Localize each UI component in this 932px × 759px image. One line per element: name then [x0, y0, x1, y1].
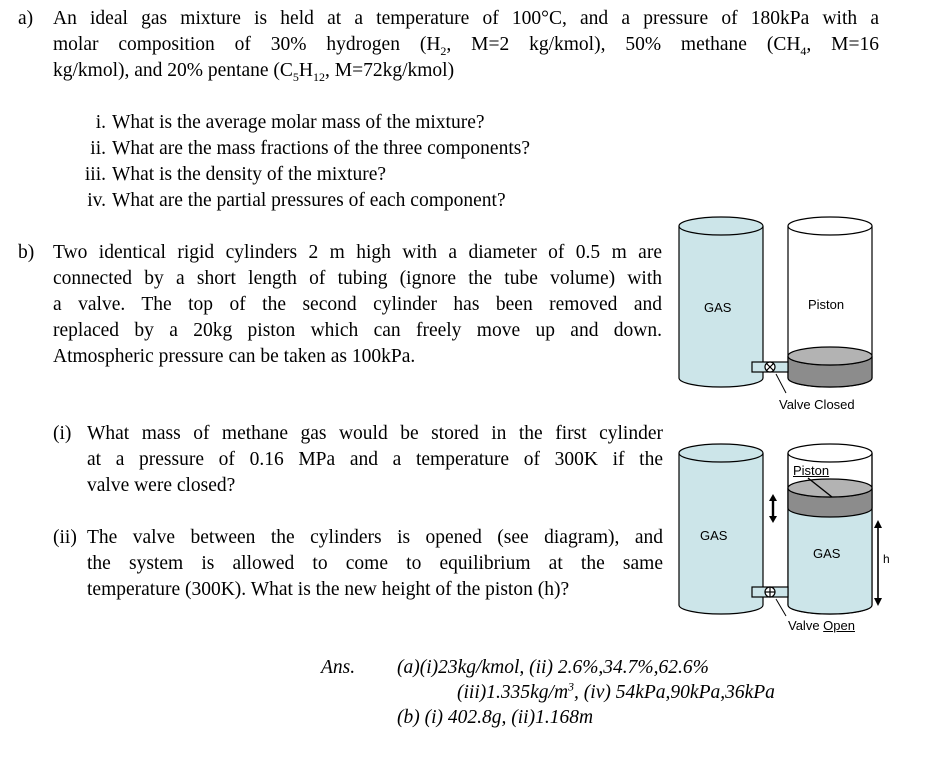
part-a-line-1: An ideal gas mixture is held at a temperature of 100°C, and a pressure of 180kPa with a: [53, 8, 879, 29]
piston-motion-arrow-icon: [769, 494, 777, 523]
bottom-piston-face: [788, 479, 872, 497]
part-b-q1-label: (i): [53, 423, 72, 444]
part-b-q2-line-1: The valve between the cylinders is opened (see diagram), and: [87, 527, 663, 548]
part-b-q2-line-3: temperature (300K). What is the new height of the piston (h)?: [87, 579, 570, 600]
question-text: What are the mass fractions of the three components?: [112, 138, 531, 159]
part-b-line-1: Two identical rigid cylinders 2 m high with a diameter of 0.5 m are: [53, 242, 662, 263]
part-a-line-3: kg/kmol), and 20% pentane ($C_5H_{12}$, M=72kg/kmol): [53, 60, 455, 84]
height-label: h: [883, 552, 890, 566]
part-b-q2-label: (ii): [53, 527, 77, 548]
part-b-q1-line-3: valve were closed?: [87, 475, 236, 496]
top-gas-label: GAS: [704, 300, 732, 315]
question-text: What are the partial pressures of each component?: [112, 190, 506, 211]
top-piston-label: Piston: [808, 297, 845, 312]
valve-open-label: Valve Open: [788, 618, 855, 633]
part-b-line-4: replaced by a 20kg piston which can freely move up and down.: [53, 320, 662, 341]
bottom-left-cylinder-top: [679, 444, 763, 462]
bottom-piston-label: Piston: [793, 463, 830, 478]
bottom-right-gas: [788, 509, 872, 614]
part-b-q1-line-2: at a pressure of 0.16 MPa and a temperature of 300K if the: [87, 449, 663, 470]
part-b-q1-line-1: What mass of methane gas would be stored in the first cylinder: [87, 423, 663, 444]
question-number: ii.: [90, 138, 106, 159]
bottom-left-gas-label: GAS: [700, 528, 728, 543]
part-b-label: b): [18, 242, 35, 263]
height-arrow-icon: [874, 520, 882, 606]
part-b-line-2: connected by a short length of tubing (ignore the tube volume) with: [53, 268, 662, 289]
question-text: What is the density of the mixture?: [112, 164, 387, 185]
answers-line-1: (a)(i)23kg/kmol, (ii) 2.6%,34.7%,62.6%: [397, 657, 709, 678]
part-b-q2-line-2: the system is allowed to come to equilibrium at the same: [87, 553, 663, 574]
part-b-line-5: Atmospheric pressure can be taken as 100kPa.: [53, 346, 416, 367]
question-number: iii.: [84, 164, 106, 185]
valve-closed-label: Valve Closed: [779, 397, 855, 412]
answers-line-3: (b) (i) 402.8g, (ii)1.168m: [397, 707, 594, 728]
part-b-line-3: a valve. The top of the second cylinder has been removed and: [53, 294, 662, 315]
part-a-label: a): [18, 8, 34, 29]
bottom-right-gas-label: GAS: [813, 546, 841, 561]
top-left-cylinder-top: [679, 217, 763, 235]
part-a-line-2: molar composition of 30% hydrogen ($H_2$, M=2 kg/kmol), 50% methane ($CH_4$, M=16: [53, 34, 879, 58]
bottom-right-cylinder-top: [788, 444, 872, 462]
answers-line-2: $(iii)1.335kg/m^3$, (iv) 54kPa,90kPa,36kPa: [457, 679, 775, 703]
answers-label: Ans.: [321, 657, 356, 678]
question-text: What is the average molar mass of the mixture?: [112, 112, 485, 133]
top-piston-face: [788, 347, 872, 365]
question-number: i.: [95, 112, 106, 133]
top-right-cylinder-top: [788, 217, 872, 235]
question-number: iv.: [87, 190, 106, 211]
